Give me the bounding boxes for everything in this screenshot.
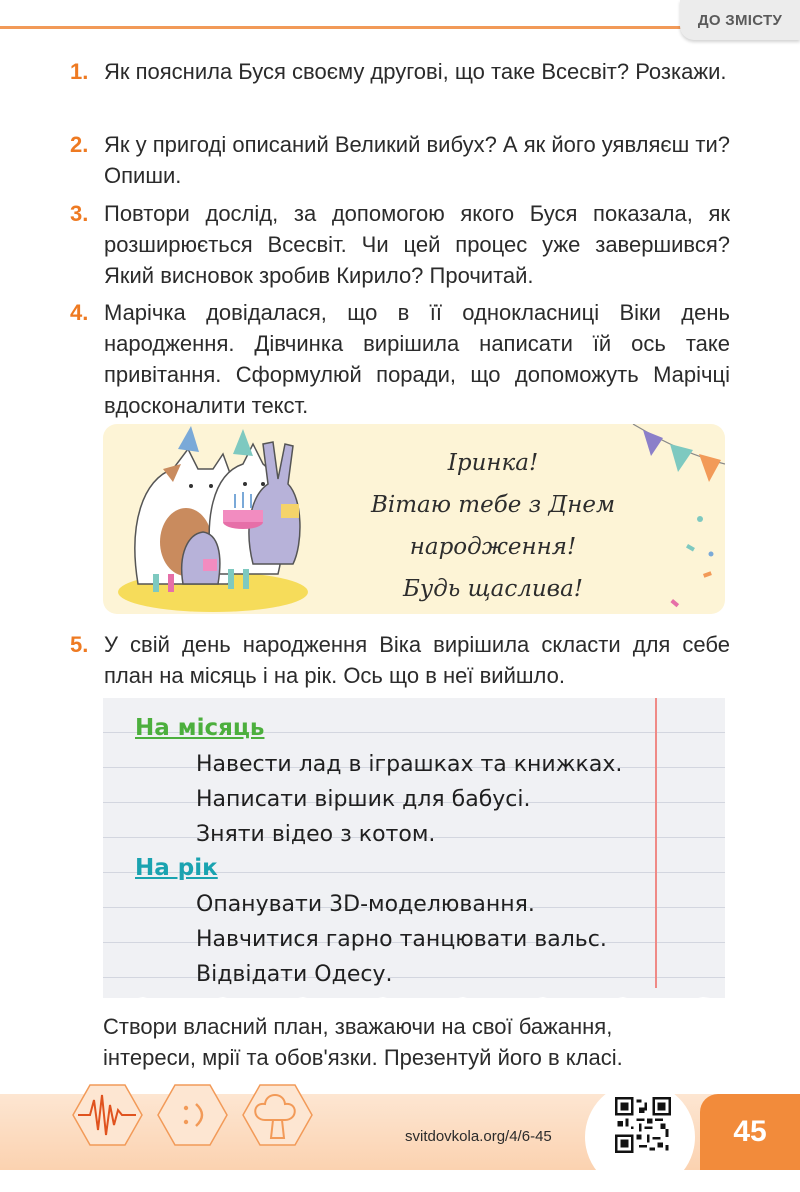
final-task-text: Створи власний план, зважаючи на свої бажання, інтереси, мрії та обов'язки. Презентуй його в класі. (103, 1014, 623, 1070)
plan-item: Зняти відео з котом. (196, 822, 436, 847)
question-5 (70, 629, 730, 691)
plan-heading-year: На рік (135, 855, 218, 881)
question-number: 5. (70, 632, 89, 657)
greeting-line: Іринка! (447, 450, 539, 476)
footer-link[interactable]: svitdovkola.org/4/6-45 (405, 1128, 552, 1145)
question-number: 1. (70, 59, 89, 84)
plan-item: Опанувати 3D-моделювання. (196, 892, 535, 917)
question-3 (70, 198, 730, 291)
question-number: 3. (70, 201, 89, 226)
table-of-contents-button[interactable]: ДО ЗМІСТУ (680, 0, 800, 40)
plan-item: Написати віршик для бабусі. (196, 787, 531, 812)
notebook-plan (103, 698, 725, 998)
plan-item: Навести лад в іграшках та книжках. (196, 752, 623, 777)
question-number: 2. (70, 132, 89, 157)
smile-icon (158, 1085, 227, 1145)
notebook-margin-line (655, 698, 657, 988)
question-2 (70, 129, 730, 191)
question-number: 4. (70, 300, 89, 325)
footer-icons (70, 1080, 330, 1150)
plan-item: Навчитися гарно танцювати вальс. (196, 927, 607, 952)
plan-item: Відвідати Одесу. (196, 962, 393, 987)
question-text: Як пояснила Буся своєму другові, що таке Всесвіт? Розкажи. (104, 59, 727, 84)
header-rule (0, 26, 690, 29)
greeting-line: Вітаю тебе з Днем народження! (370, 492, 616, 560)
question-text: У свій день народження Віка вирішила скласти для себе план на місяць і на рік. Ось що в неї вийшло. (104, 632, 730, 688)
question-4 (70, 297, 730, 421)
torn-edge (103, 994, 725, 1004)
greeting-text (303, 442, 683, 614)
question-text: Як у пригоді описаний Великий вибух? А як його уявляєш ти? Опиши. (104, 132, 730, 188)
question-text: Марічка довідалася, що в її однокласниці Віки день народження. Дівчинка вирішила написати їй ось таке привітання. Сформулюй поради, що допоможуть Марічці вдосконалити текст. (104, 300, 730, 418)
qr-code-icon[interactable] (615, 1097, 671, 1153)
greeting-card (103, 424, 725, 614)
sound-wave-icon (73, 1085, 142, 1145)
question-text: Повтори дослід, за допомогою якого Буся показала, як розширюється Всесвіт. Чи цей процес уже завершився? Який висновок зробив Кирило? Прочитай. (104, 201, 730, 288)
page-number: 45 (700, 1094, 800, 1170)
plan-heading-month: На місяць (135, 715, 265, 741)
question-1 (70, 56, 730, 87)
greeting-line: Будь щаслива! (402, 576, 584, 602)
explosion-cloud-icon (243, 1085, 312, 1145)
